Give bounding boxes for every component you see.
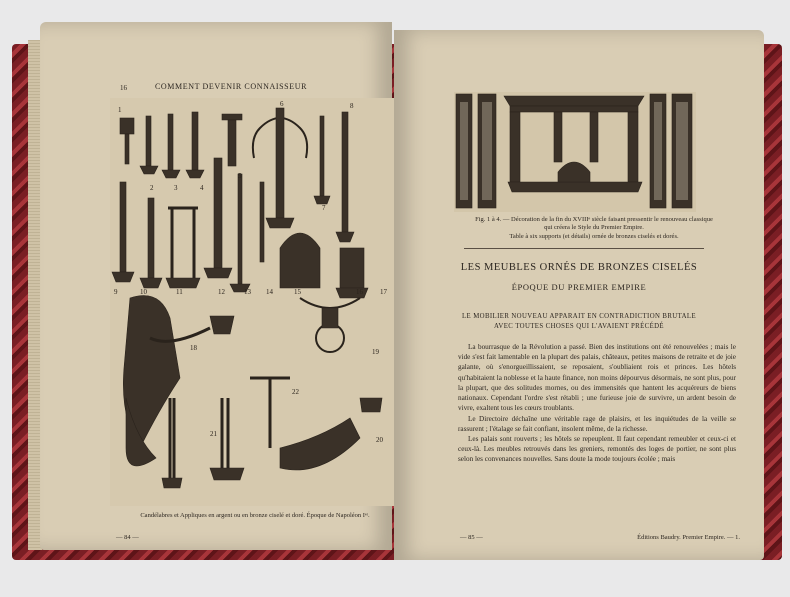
figure-label: 19: [372, 348, 379, 356]
figure-caption: [434, 216, 754, 241]
figure-label: 3: [174, 184, 178, 192]
divider: [464, 248, 704, 249]
figure-label: 8: [350, 102, 354, 110]
figure-label: 18: [190, 344, 197, 352]
left-page: [40, 22, 392, 550]
paragraph: Le Directoire déchaîne une véritable rage de plaisirs, et les inquiétudes de la veille se rassurent ; l'étalage se fait confiant, insolent même, de la richesse.: [458, 414, 736, 433]
body-text: [458, 342, 736, 465]
figure-label: 13: [244, 288, 251, 296]
figure-label: 17: [380, 288, 387, 296]
figure-label: 9: [114, 288, 118, 296]
chapter-subheading: ÉPOQUE DU PREMIER EMPIRE: [511, 282, 647, 292]
figure-caption-line-3: Table à six supports (et détails) ornée de bronzes ciselés et dorés.: [509, 232, 679, 240]
plate-caption: Candélabres et Appliques en argent ou en bronze ciselé et doré. Époque de Napoléon Iᵉʳ.: [140, 512, 370, 519]
figure-label: 22: [292, 388, 299, 396]
paragraph: Les palais sont rouverts ; les hôtels se repeuplent. Il faut cependant remeubler et ceux-ci et ceux-là. Les meubles retrouvés dans les greniers, remontés des loges de portier, ne sont plus selon les convenances nouvelles. Sans doute la mode toujours écolée ; mais: [458, 434, 736, 464]
figure-label: 10: [140, 288, 147, 296]
right-footer-page-number: — 85 —: [460, 534, 483, 541]
figure-label: 11: [176, 288, 183, 296]
figure-label: 7: [322, 204, 326, 212]
figure-label: 4: [200, 184, 204, 192]
figure-label: 15: [294, 288, 301, 296]
section-title-line-2: AVEC TOUTES CHOSES QUI L'AVAIENT PRÉCÉDÉ: [494, 322, 664, 330]
figure-caption-line-1: Fig. 1 à 4. — Décoration de la fin du XVIIIᵉ siècle faisant pressentir le renouveau classique: [475, 216, 713, 223]
figure-label: 2: [150, 184, 154, 192]
empire-table-illustration: [454, 92, 696, 212]
left-page-number: 16: [120, 84, 127, 92]
figure-label: 21: [210, 430, 217, 438]
chapter-heading: LES MEUBLES ORNÉS DE BRONZES CISELÉS: [460, 262, 698, 273]
figure-label: 6: [280, 100, 284, 108]
figure-caption-line-2: qui créera le Style du Premier Empire.: [544, 224, 644, 232]
section-title: [434, 312, 724, 332]
figure-label: 20: [376, 436, 383, 444]
right-page: [394, 30, 764, 560]
paragraph: La bourrasque de la Révolution a passé. Bien des institutions ont été renouvelées ; mais le vide s'est fait lamentable en la plupart des palais, châteaux, petites maisons de retraite et de joie galante, où s'enorgueillissaient, se reposaient, s'oubliaient rois et princes. Les hôtels qu'habitaient la noblesse et la haute finance, non moins dépourvus désormais, ne sont plus, pour la plupart, que des solitudes mornes, ou des immensités que hantent les acquéreurs de biens nationaux. Cependant l'ordre s'est rétabli ; une furieuse joie de survivre, un ardent besoin de vivre, exaltent tous les cœurs troublants.: [458, 343, 736, 413]
candelabra-plate-illustration: [110, 98, 400, 506]
figure-label: 16: [356, 288, 363, 296]
left-footer: — 84 —: [116, 534, 139, 541]
section-title-line-1: LE MOBILIER NOUVEAU APPARAIT EN CONTRADICTION BRUTALE: [462, 313, 696, 320]
figure-label: 5: [238, 172, 242, 180]
figure-label: 14: [266, 288, 273, 296]
left-running-head: COMMENT DEVENIR CONNAISSEUR: [154, 82, 308, 91]
figure-label: 12: [218, 288, 225, 296]
right-footer-imprint: Éditions Baudry. Premier Empire. — 1.: [637, 534, 740, 541]
figure-label: 1: [118, 106, 122, 114]
